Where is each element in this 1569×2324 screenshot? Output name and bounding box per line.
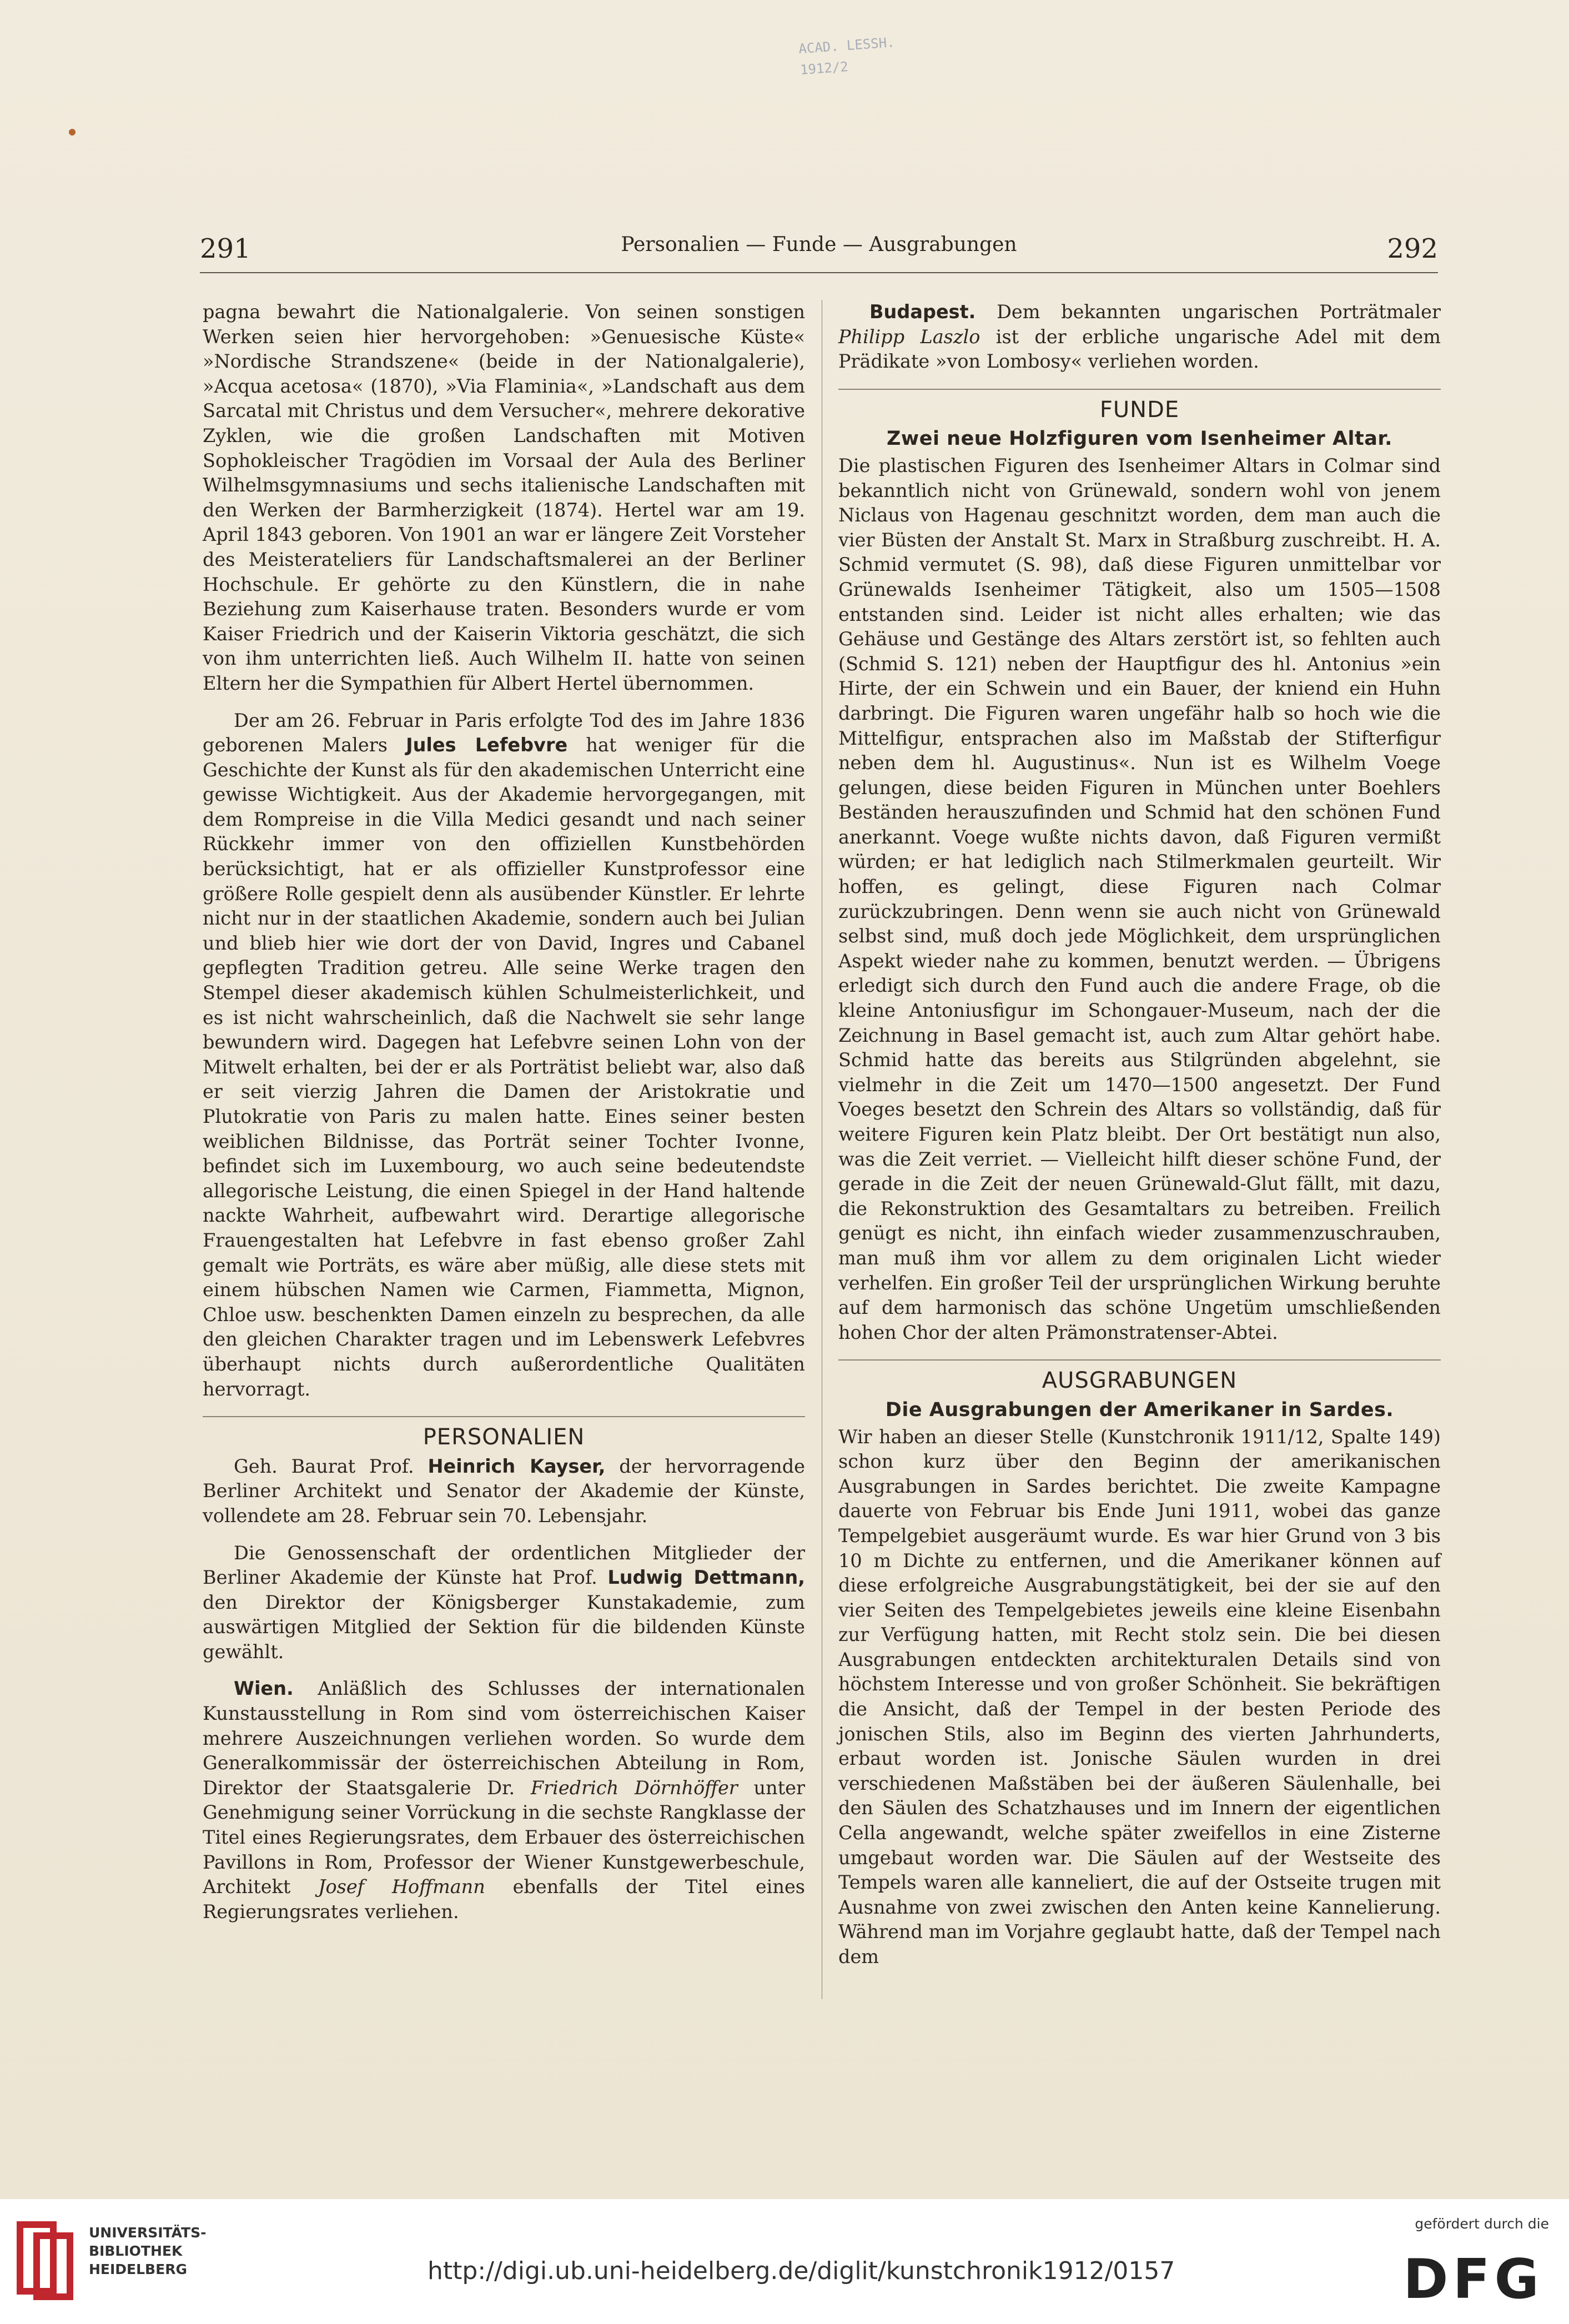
digitization-footer (0, 2199, 1569, 2324)
library-stamp (798, 28, 946, 88)
stamp-line-2: 1912/2 (799, 59, 849, 78)
section-heading-funde: FUNDE (1099, 396, 1180, 423)
institution-name (89, 2223, 206, 2278)
institution-line: BIBLIOTHEK (89, 2243, 183, 2259)
person-name: Ludwig Dettmann, (607, 1567, 805, 1589)
page-number-left: 291 (200, 233, 251, 264)
institution-line: HEIDELBERG (89, 2261, 187, 2277)
university-library-logo-icon (14, 2219, 76, 2302)
person-name: Philipp Laszlo (838, 325, 980, 348)
institution-line: UNIVERSITÄTS- (89, 2225, 207, 2241)
text-run: Die Genossenschaft der ordentlichen Mitglieder der Berliner Akademie der Künste hat Prof. (203, 1542, 805, 1589)
dfg-logo: DFG (1403, 2248, 1543, 2311)
article-headline-sardes: Die Ausgrabungen der Amerikaner in Sardes. (885, 1398, 1394, 1421)
person-name: Friedrich Dörnhöffer (530, 1776, 738, 1799)
funded-by-label: gefördert durch die (1415, 2216, 1549, 2232)
text-run: Dem bekannten ungarischen Porträtmaler (975, 301, 1441, 323)
paragraph-sardes: Wir haben an dieser Stelle (Kunstchronik 1911/12, Spalte 149) schon kurz über den Beginn der amerikanischen Ausgrabungen in Sardes berichtet. Die zweite Kampagne dauerte von Februar bis Ende Juni 1911, wobei das ganze Tempelgebiet ausgeräumt wurde. Es war hier Grund von 3 bis 10 m Dichte zu entfernen, und die Amerikaner können auf diese erfolgreiche Ausgrabungstätigkeit, bei der sie auf den vier Seiten des Tempelgebietes jeweils eine kleine Eisenbahn zur Verfügung hatten, mit Recht stolz sein. Die bei diesen Ausgrabungen entdeckten architekturalen Details sind von höchstem Interesse und von großer Schönheit. Sie bekräftigen die Ansicht, daß der Tempel in der besten Periode des jonischen Stils, also im Beginn des vierten Jahrhunderts, erbaut worden ist. Jonische Säulen wurden in drei verschiedenen Maßstäben bei der äußeren Säulenhalle, bei den Säulen des Schatzhauses und im Innern der eigentlichen Cella angewandt, welche später zweifellos in eine Zisterne umgebaut worden war. Die Säulen auf der Westseite des Tempels waren alle kanneliert, die auf der Ostseite trugen mit Ausnahme von zwei zwischen den Anten keine Kannelierung. Während man im Vorjahre geglaubt hatte, daß der Tempel nach dem (838, 1425, 1441, 1967)
paragraph-dettmann (203, 1541, 805, 1665)
text-run: Geh. Baurat Prof. (234, 1455, 428, 1477)
left-column (203, 300, 805, 1924)
stamp-line-1: ACAD. LESSH. (798, 34, 896, 57)
paragraph-isenheim: Die plastischen Figuren des Isenheimer Altars in Colmar sind bekanntlich nicht von Grünewald, sondern wohl von jenem Niclaus von Hagenau geschnitzt worden, dem man auch die vier Büsten der Anstalt St. Marx in Straßburg zuschreibt. H. A. Schmid vermutet (S. 98), daß diese Figuren unmittelbar vor Grünewalds Isenheimer Tätigkeit, also um 1505—1508 entstanden sind. Leider ist nicht alles erhalten; wie das Gehäuse und Gestänge des Altars zerstört ist, so fehlten auch (Schmid S. 121) neben der Hauptfigur des hl. Antonius »ein Hirte, der ein Schwein und ein Bauer, der kniend ein Huhn darbringt. Die Figuren waren ungefähr halb so hoch wie die Mittelfigur, entsprachen also im Maßstab der Stifterfigur neben dem hl. Augustinus«. Nun ist es Wilhelm Voege gelungen, diese beiden Figuren in München unter Boehlers Beständen herauszufinden und Schmid hat den schönen Fund anerkannt. Voege wußte nichts davon, daß Figuren vermißt würden; er hat lediglich nach Stilmerkmalen geurteilt. Wir hoffen, es gelingt, diese Figuren nach Colmar zurückzubringen. Denn wenn sie auch nicht von Grünewald selbst sind, muß doch jede Möglichkeit, dem ursprünglichen Aspekt wieder nahe zu kommen, benutzt werden. — Übrigens erledigt sich durch den Fund auch die andere Frage, ob die kleine Antoniusfigur im Schongauer-Museum, nach der die Zeichnung in Basel gemacht ist, auch zum Altar gehört habe. Schmid hatte das bereits aus Stilgründen abgelehnt, sie vielmehr in die Zeit um 1470—1500 angesetzt. Der Fund Voeges besetzt den Schrein des Altars so vollständig, daß für weitere Figuren kein Platz bleibt. Der Ort bestätigt nun also, was die Zeit verriet. — Vielleicht hilft dieser schöne Fund, der gerade in die Zeit der neuen Grünewald-Glut fällt, mit dazu, die Rekonstruktion des Gesamtaltars zu betreiben. Freilich genügt es nicht, ihn einfach wieder zusammenzuschrauben, man muß ihm vor allem zu dem originalen Licht wieder verhelfen. Ein großer Teil der ursprünglichen Wirkung beruhte auf dem harmonisch das schöne Ungetüm umschließenden hohen Chor der alten Prämonstratenser-Abtei. (838, 454, 1441, 1343)
right-column (838, 300, 1441, 1970)
article-headline-isenheim: Zwei neue Holzfiguren vom Isenheimer Altar. (887, 428, 1392, 450)
paragraph-budapest (838, 300, 1441, 374)
person-name: Jules Lefebvre (406, 734, 568, 756)
text-run: ebenfalls der Titel eines Regierungsrates verliehen. (203, 1876, 805, 1923)
page-number-right: 292 (1387, 233, 1438, 264)
section-heading-personalien: PERSONALIEN (423, 1424, 585, 1450)
place-name: Wien. (234, 1678, 294, 1700)
ink-spot (69, 129, 76, 135)
section-rule (203, 1416, 805, 1417)
paragraph-kayser (203, 1454, 805, 1529)
text-run: den Direktor der Königsberger Kunstakademie, zum auswärtigen Mitglied der Sektion für die bildenden Künste gewählt. (203, 1591, 805, 1663)
person-name: Heinrich Kayser, (428, 1455, 606, 1477)
section-heading-ausgrabungen: AUSGRABUNGEN (1042, 1368, 1238, 1394)
section-rule (838, 1359, 1441, 1361)
text-run: Anläßlich des Schlusses der internationalen Kunstausstellung in Rom sind vom österreichischen Kaiser mehrere Auszeichnungen verliehen worden. So wurde dem Generalkommissär der österreichischen Abteilung in Rom, Direktor der Staatsgalerie Dr. (203, 1678, 805, 1799)
permalink-url[interactable]: http://digi.ub.uni-heidelberg.de/diglit/kunstchronik1912/0157 (428, 2257, 1175, 2285)
text-run: ist der erbliche ungarische Adel mit dem Prädikate »von Lombosy« verliehen worden. (838, 325, 1441, 373)
section-rule (838, 389, 1441, 390)
text-run: Der am 26. Februar in Paris erfolgte Tod des im Jahre 1836 geborenen Malers (203, 709, 805, 756)
running-title: Personalien — Funde — Ausgrabungen (621, 233, 1017, 256)
person-name: Josef Hoffmann (318, 1876, 485, 1898)
text-run: der hervorragende Berliner Architekt und Senator der Akademie der Künste, vollendete am 28. Februar sein 70. Lebensjahr. (203, 1455, 805, 1527)
text-run: unter Genehmigung seiner Vorrückung in die sechste Rangklasse der Titel eines Regierungsrates, dem Erbauer des österreichischen Pavillons in Rom, Professor der Wiener Kunstgewerbeschule, Architekt (203, 1776, 805, 1898)
text-run: hat weniger für die Geschichte der Kunst als für den akademischen Unterricht eine gewisse Wichtigkeit. Aus der Akademie hervorgegangen, mit dem Rompreise in die Villa Medici gesandt und nach seiner Rückkehr immer von den offiziellen Kunstbehörden berücksichtigt, hat er als offizieller Kunstprofessor eine größere Rolle gespielt denn als ausübender Künstler. Er lehrte nicht nur in der staatlichen Akademie, sondern auch bei Julian und blieb hier wie dort der von David, Ingres und Cabanel gepflegten Tradition getreu. Alle seine Werke tragen den Stempel dieser akademisch kühlen Schulmeisterlichkeit, und es ist nicht wahrscheinlich, daß die Nachwelt sie sehr lange bewundern wird. Dagegen hat Lefebvre seinen Lohn von der Mitwelt erhalten, bei der er als Porträtist beliebt war, also daß er seit vierzig Jahren die Damen der Aristokratie und Plutokratie von Paris zu malen hatte. Eines seiner besten weiblichen Bildnisse, das Porträt seiner Tochter Ivonne, befindet sich im Luxembourg, wo auch seine bedeutendste allegorische Leistung, die einen Spiegel in der Hand haltende nackte Wahrheit, aufbewahrt wird. Derartige allegorische Frauengestalten hat Lefebvre in fast ebenso großer Zahl gemalt wie Porträts, es wäre aber müßig, alle diese stets mit einem hübschen Namen wie Carmen, Fiammetta, Mignon, Chloe usw. beschenkten Damen einzeln zu besprechen, da alle den gleichen Charakter tragen und im Lebenswerk Lefebvres überhaupt nichts durch außerordentliche Qualitäten hervorragt. (203, 734, 806, 1400)
paragraph-wien (203, 1677, 805, 1924)
place-name: Budapest. (869, 301, 976, 323)
running-header (200, 228, 1438, 273)
paragraph-hertel: pagna bewahrt die Nationalgalerie. Von seinen sonstigen Werken seien hier hervorgehoben: »Genuesische Küste« »Nordische Strandszene« (beide in der Nationalgalerie), »Acqua acetosa« (1870), »Via Flaminia«, »Landschaft aus dem Sarcatal mit Christus und dem Versucher«, mehrere dekorative Zyklen, wie die großen Landschaften mit Motiven Sophokleischer Tragödien im Vorsaal der Aula des Berliner Wilhelmsgymnasiums und sechs italienische Landschaften mit den Werken der Barmherzigkeit (1874). Hertel war am 19. April 1843 geboren. Von 1901 an war er längere Zeit Vorsteher des Meisterateliers für Landschaftsmalerei an der Berliner Hochschule. Er gehörte zu den Künstlern, die in nahe Beziehung zum Kaiserhause traten. Besonders wurde er vom Kaiser Friedrich und der Kaiserin Viktoria geschätzt, die sich von ihm unterrichten ließ. Auch Wilhelm II. hatte von seinen Eltern her die Sympathien für Albert Hertel übernommen. (203, 301, 805, 694)
paragraph-lefebvre (203, 709, 805, 1402)
